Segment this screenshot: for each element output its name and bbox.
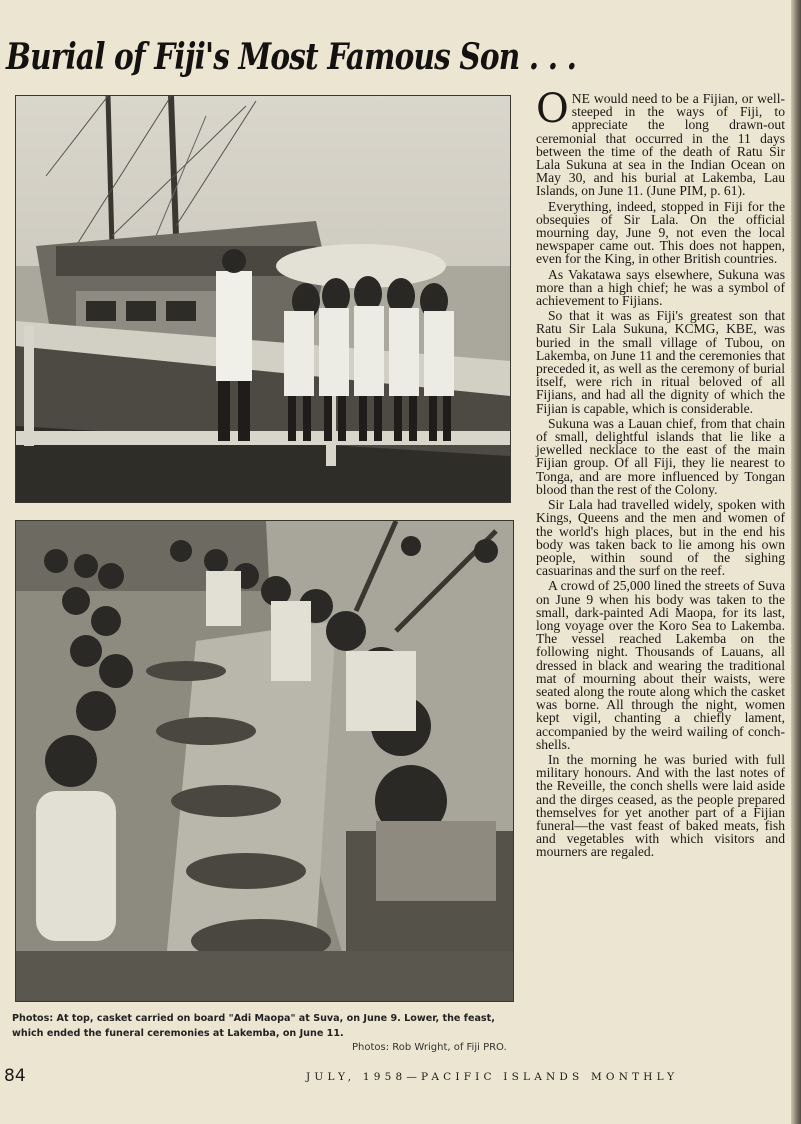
page-edge — [791, 0, 801, 1124]
article-paragraph: A crowd of 25,000 lined the streets of Suva on June 9 when his body was taken to the small, dark-painted Adi Maopa, for its last, long voyage over the Koro Sea to Lakemba. The vessel reached Lakemba on the following night. Thousands of Lauans, all dressed in black and wearing the traditional mat of mourning about their waists, were seated along the route along which the casket was borne. All through the night, women kept vigil, chanting a chiefly lament, accompanied by the weird wailing of conch-shells. — [536, 578, 785, 752]
drop-cap: O — [536, 86, 569, 132]
caption-line-2: which ended the funeral ceremonies at Lakemba, on June 11. — [12, 1028, 344, 1039]
article-body — [536, 86, 785, 861]
page-number: 84 — [4, 1066, 26, 1086]
article-paragraph: ONE would need to be a Fijian, or well-steeped in the ways of Fiji, to appreciate the long drawn-out ceremonial that occurred in the 11 days between the time of the death of Ratu Sir Lala Sukuna at sea in the Indian Ocean on May 30, and his burial at Lakemba, Lau Islands, on June 11. (June PIM, p. 61). — [536, 86, 785, 199]
page-footer — [0, 1066, 790, 1090]
publication-line: JULY, 1958—PACIFIC ISLANDS MONTHLY — [306, 1071, 679, 1083]
article-paragraph: Sir Lala had travelled widely, spoken with Kings, Queens and the men and women of the world's high places, but in the end his body was taken back to lie among his own people, within sound of the sighing casuarinas and the surf on the reef. — [536, 497, 785, 579]
caption-line-1: Photos: At top, casket carried on board "Adi Maopa" at Suva, on June 9. Lower, the feast, — [12, 1013, 495, 1024]
article-paragraph: Everything, indeed, stopped in Fiji for the obsequies of Sir Lala. On the official mourning day, June 9, not even the local newspaper came out. This does not happen, even for the King, in other British countries. — [536, 198, 785, 267]
article-paragraph: So that it was as Fiji's greatest son that Ratu Sir Lala Sukuna, KCMG, KBE, was buried in the small village of Tubou, on Lakemba, on June 11 and the ceremonies that preceded it, as well as the ceremony of burial itself, were rich in ritual beloved of all Fijians, and had all the dignity of which the Fijian is capable, which is considerable. — [536, 308, 785, 416]
photo-caption — [12, 1011, 522, 1041]
headline: Burial of Fiji's Most Famous Son . . . — [6, 36, 577, 78]
photo-credit: Photos: Rob Wright, of Fiji PRO. — [352, 1042, 507, 1053]
article-paragraph: In the morning he was buried with full military honours. And with the last notes of the Reveille, the conch shells were laid aside and the dirges ceased, as the people prepared themselves for yet another part of a Fijian funeral—the vast feast of baked meats, fish and vegetables with which visitors and mourners are regaled. — [536, 751, 785, 860]
photo-funeral-feast — [15, 520, 514, 1002]
photo-casket-on-ship — [15, 95, 511, 503]
article-paragraph: Sukuna was a Lauan chief, from that chain of small, delightful islands that lie like a jewelled necklace to the east of the main Fijian group. Of all Fiji, they lie nearest to Tonga, and are more influenced by Tongan blood than the rest of the Colony. — [536, 415, 785, 497]
article-paragraph: As Vakatawa says elsewhere, Sukuna was more than a high chief; he was a symbol of achievement to Fijians. — [536, 266, 785, 309]
